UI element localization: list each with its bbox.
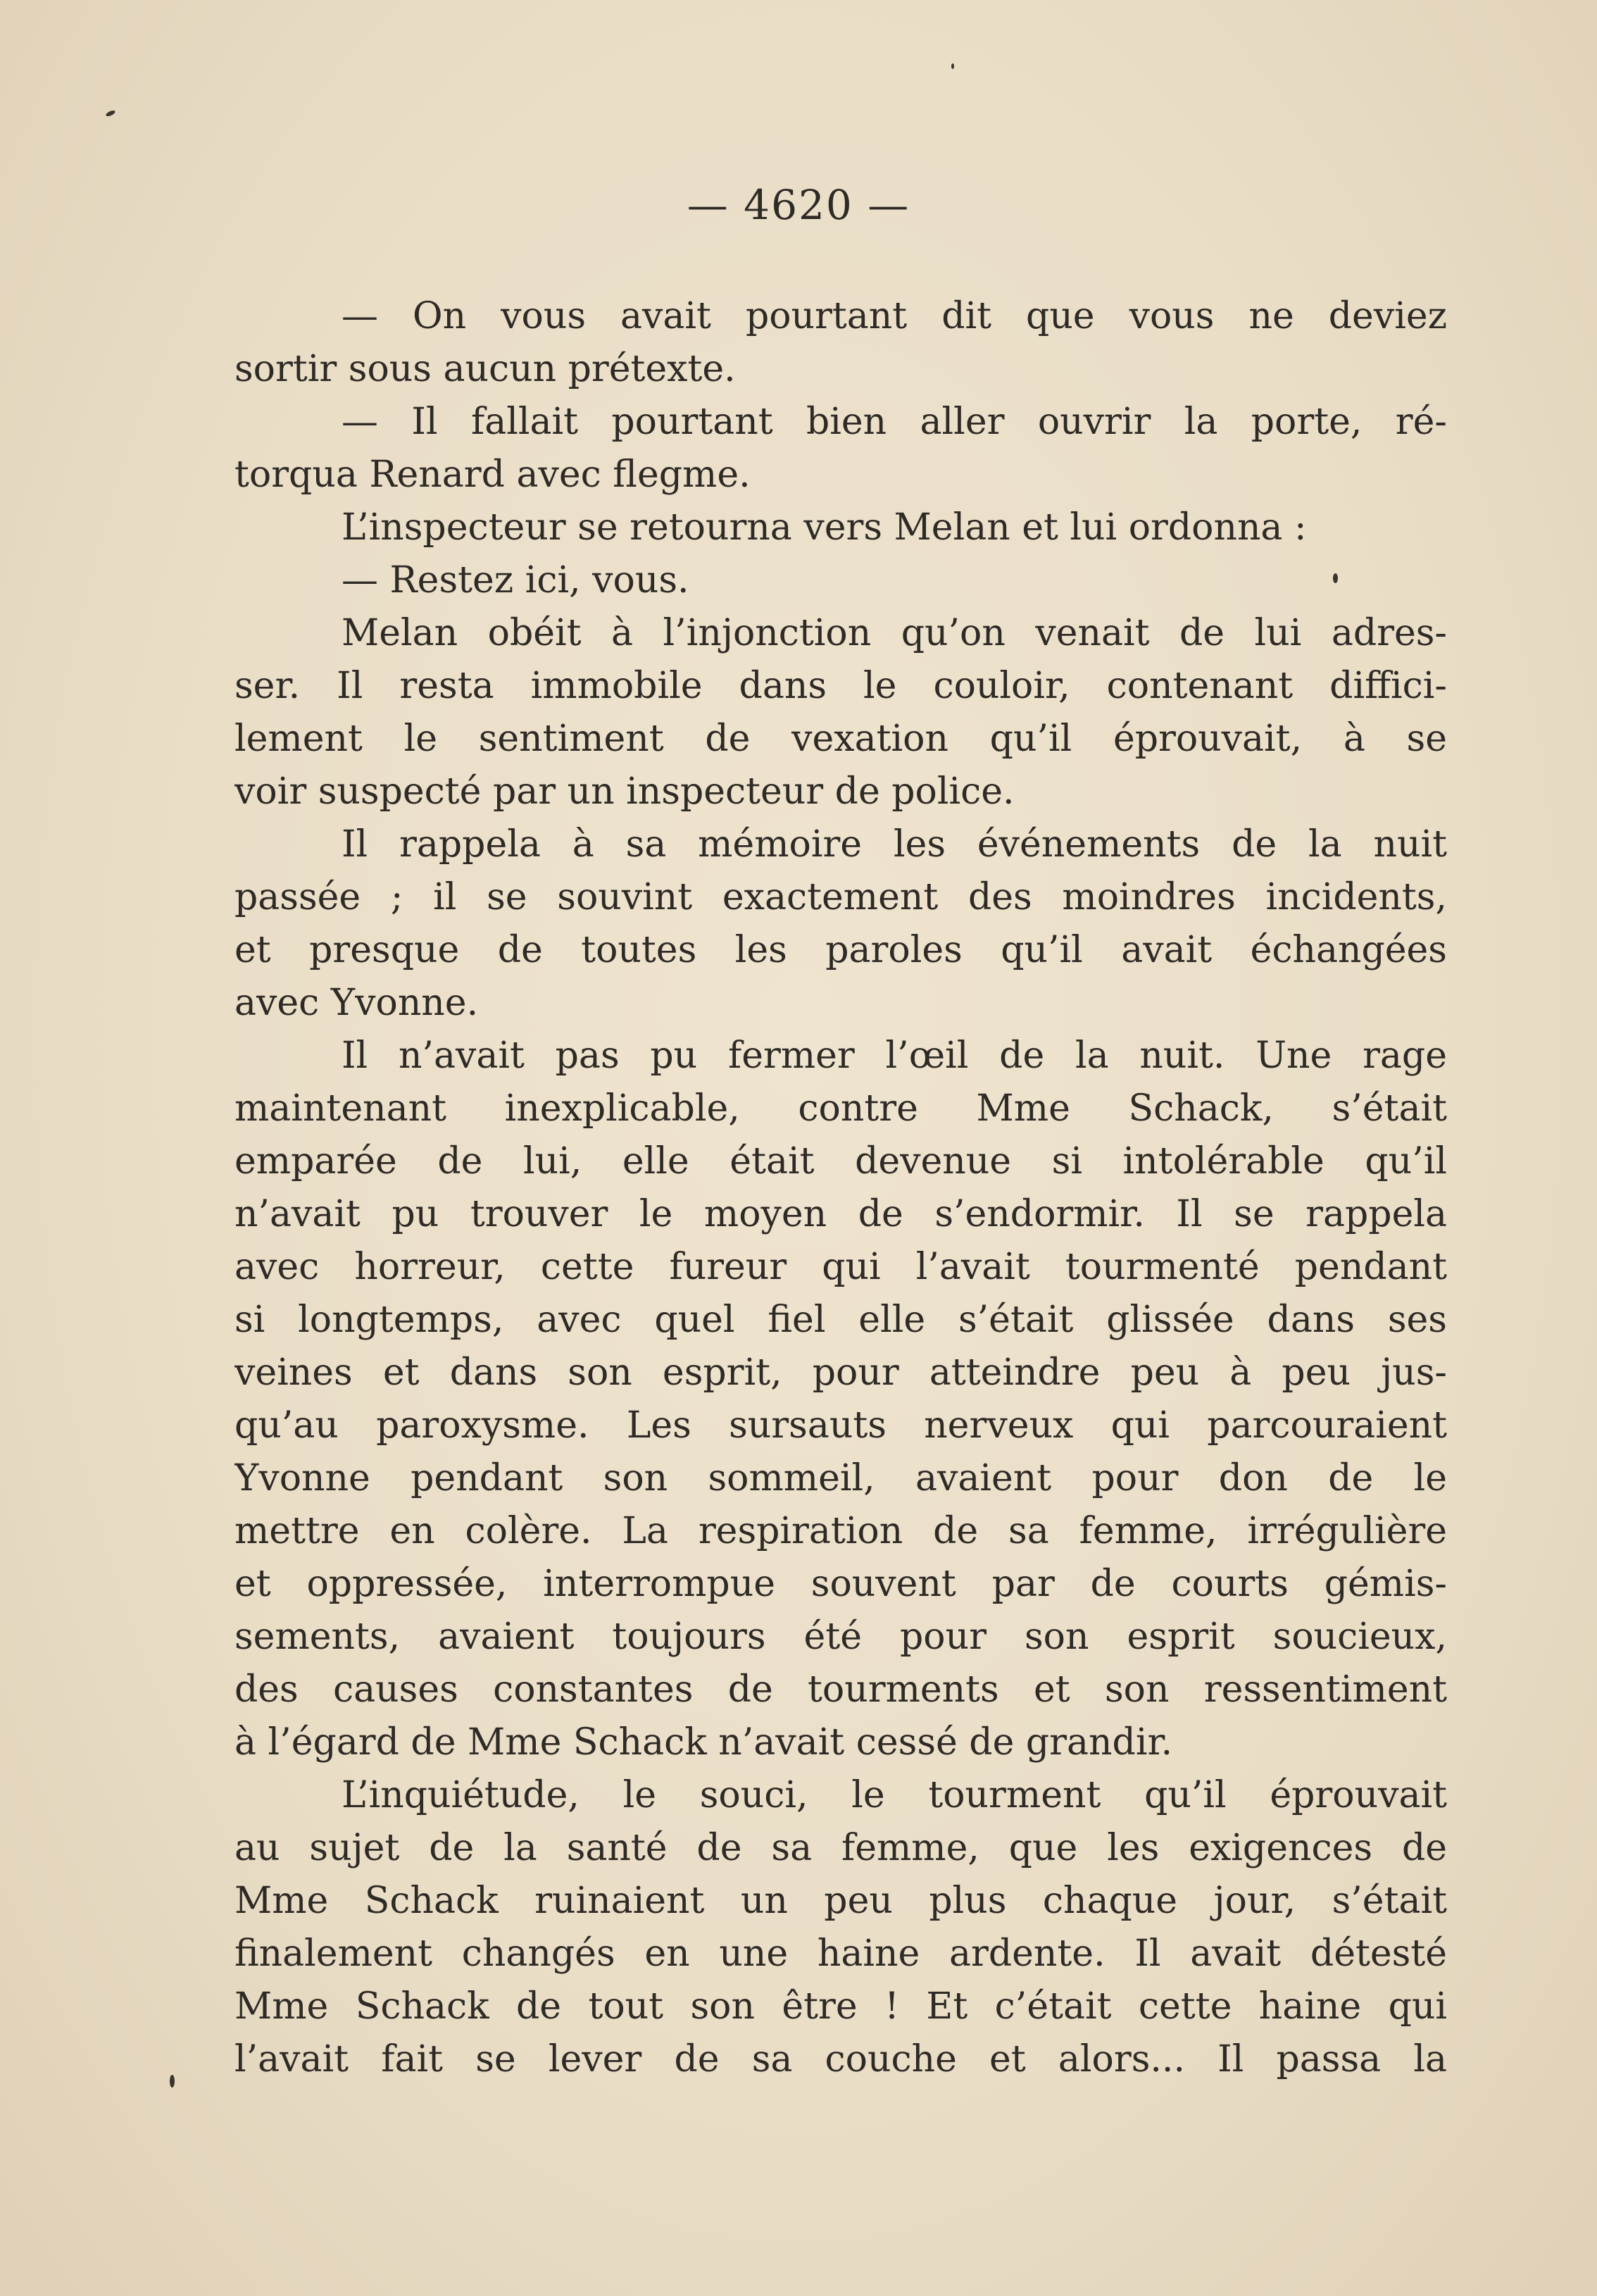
text-line: L’inquiétude, le souci, le tourment qu’il éprouvait	[342, 1774, 1447, 1816]
text-line: Mme Schack ruinaient un peu plus chaque jour, s’était	[234, 1880, 1447, 1922]
text-line: Yvonne pendant son sommeil, avaient pour don de le	[234, 1457, 1447, 1499]
text-line: n’avait pu trouver le moyen de s’endormir. Il se rappela	[234, 1193, 1447, 1235]
text-line: et oppressée, interrompue souvent par de courts gémis-	[234, 1563, 1447, 1605]
paper-speck	[951, 63, 954, 69]
paper-speck	[170, 2075, 175, 2088]
text-line: avec horreur, cette fureur qui l’avait tourmenté pendant	[234, 1246, 1447, 1288]
text-line: avec Yvonne.	[234, 982, 479, 1024]
text-line: l’avait fait se lever de sa couche et alors... Il passa la	[234, 2038, 1447, 2080]
text-line: veines et dans son esprit, pour atteindre peu à peu jus-	[234, 1352, 1447, 1394]
text-line: si longtemps, avec quel fiel elle s’était glissée dans ses	[234, 1299, 1447, 1341]
text-line: au sujet de la santé de sa femme, que les exigences de	[234, 1827, 1447, 1869]
text-line: passée ; il se souvint exactement des moindres incidents,	[234, 876, 1447, 918]
text-line: finalement changés en une haine ardente. Il avait détesté	[234, 1933, 1447, 1975]
paper-speck	[105, 109, 115, 117]
text-line: Mme Schack de tout son être ! Et c’était cette haine qui	[234, 1985, 1447, 2028]
text-line: sortir sous aucun prétexte.	[234, 348, 736, 390]
text-line: Melan obéit à l’injonction qu’on venait de lui adres-	[342, 612, 1447, 654]
text-line: — On vous avait pourtant dit que vous ne deviez	[342, 295, 1447, 337]
text-line: — Il fallait pourtant bien aller ouvrir la porte, ré-	[342, 401, 1447, 443]
text-line: ser. Il resta immobile dans le couloir, contenant diffici-	[234, 665, 1447, 707]
text-line: L’inspecteur se retourna vers Melan et lui ordonna :	[342, 506, 1307, 549]
text-line: qu’au paroxysme. Les sursauts nerveux qui parcouraient	[234, 1404, 1447, 1447]
text-line: Il rappela à sa mémoire les événements de la nuit	[342, 823, 1447, 866]
text-line: voir suspecté par un inspecteur de police.	[234, 770, 1015, 813]
text-line: des causes constantes de tourments et son ressentiment	[234, 1668, 1447, 1711]
page-number: — 4620 —	[687, 181, 910, 229]
text-line: et presque de toutes les paroles qu’il avait échangées	[234, 929, 1447, 971]
text-line: torqua Renard avec flegme.	[234, 454, 751, 496]
text-line: maintenant inexplicable, contre Mme Schack, s’était	[234, 1087, 1447, 1130]
text-line: — Restez ici, vous.	[342, 559, 689, 601]
paper-speck	[1333, 573, 1338, 583]
body-text	[234, 290, 1447, 2086]
text-line: sements, avaient toujours été pour son esprit soucieux,	[234, 1616, 1447, 1658]
text-line: mettre en colère. La respiration de sa femme, irrégulière	[234, 1510, 1447, 1552]
text-line: emparée de lui, elle était devenue si intolérable qu’il	[234, 1140, 1447, 1183]
text-line: Il n’avait pas pu fermer l’œil de la nuit. Une rage	[342, 1035, 1447, 1077]
text-line: à l’égard de Mme Schack n’avait cessé de grandir.	[234, 1721, 1173, 1764]
text-line: lement le sentiment de vexation qu’il éprouvait, à se	[234, 718, 1447, 760]
